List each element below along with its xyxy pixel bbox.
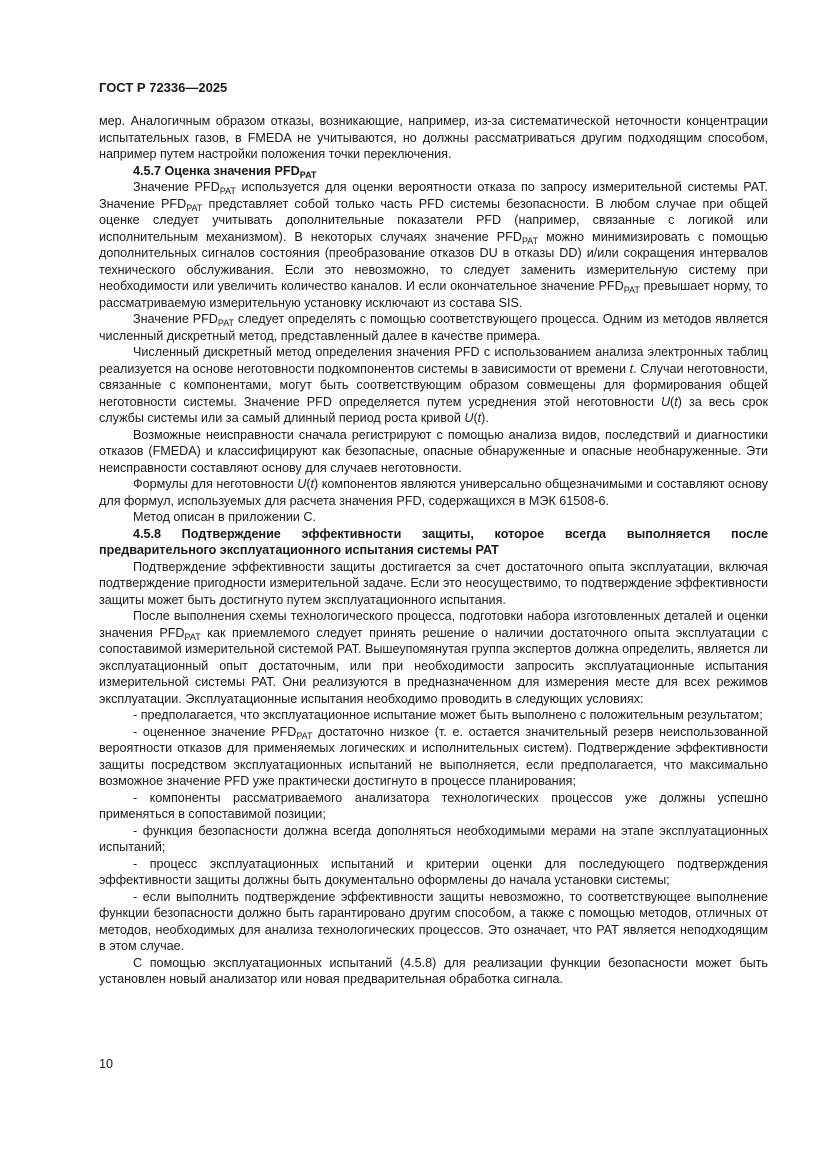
text-run: - оцененное значение PFD bbox=[133, 724, 297, 739]
text-run: 4.5.7 Оценка значения PFD bbox=[133, 163, 300, 178]
text-run: 4.5.8 Подтверждение эффективности защиты, которое всегда выполняется после предварительного эксплуатационного испытания системы PAT bbox=[99, 526, 768, 557]
body-paragraph bbox=[99, 311, 768, 344]
body-paragraph bbox=[99, 608, 768, 707]
text-run: Формулы для неготовности bbox=[133, 477, 298, 491]
subscript: PAT bbox=[219, 186, 236, 196]
text-run: как приемлемого следует принять решение о наличии достаточного опыта эксплуатации с сопоставимой измерительной системой PAT. Вышеупомянутая группа экспертов должна определить, является ли эксплуатационный опыт достаточным, или при необходимости запросить эксплуатационные испытания измерительной системы PAT. Они реализуются в предназначенном для измерения месте для всех режимов эксплуатации. Эксплуатационные испытания необходимо проводить в следующих условиях: bbox=[99, 625, 768, 706]
body-paragraph bbox=[99, 509, 768, 526]
section-heading bbox=[99, 526, 768, 559]
text-run: ) компонентов являются универсально общезначимыми и составляют основу для формул, используемых для расчета значения PFD, содержащихся в МЭК 61508-6. bbox=[99, 477, 768, 508]
subscript: PAT bbox=[299, 169, 317, 180]
italic-symbol: U bbox=[660, 394, 671, 409]
text-run: можно минимизировать с помощью дополнительных сигналов состояния (преобразование отказов DU в отказы DD) и/или сокращения интервалов технического обслуживания. Если это невозможно, то следует заменить измерительную систему при необходимости или увеличить количество каналов. И если окончательное значение PFD bbox=[99, 229, 768, 293]
section-heading bbox=[99, 163, 768, 180]
text-run: Значение PFD bbox=[133, 180, 220, 194]
text-run: - компоненты рассматриваемого анализатора технологических процессов уже должны успешно применяться в сопоставимой позиции; bbox=[99, 790, 768, 821]
text-run: ( bbox=[306, 477, 311, 491]
text-run: следует определять с помощью соответствующего процесса. Одним из методов является численный дискретный метод, представленный далее в качестве примера. bbox=[99, 312, 768, 343]
text-run: ). bbox=[481, 411, 489, 425]
italic-symbol: t bbox=[629, 361, 634, 376]
page-number: 10 bbox=[99, 1057, 114, 1071]
subscript: PAT bbox=[521, 235, 539, 246]
italic-symbol: U bbox=[297, 477, 307, 491]
subscript: PAT bbox=[217, 318, 235, 328]
text-run: - если выполнить подтверждение эффективности защиты невозможно, то соответствующее выполнение функции безопасности должно быть гарантировано другим способом, а также с помощью методов, отличных от методов, необходимых для анализа технологических процессов. Это означает, что PAT является неподходящим в этом случае. bbox=[99, 889, 768, 953]
italic-symbol: t bbox=[477, 411, 482, 425]
body-paragraph bbox=[99, 823, 768, 856]
subscript: PAT bbox=[296, 730, 313, 741]
text-run: ) за весь срок службы системы или за самый длинный период роста кривой bbox=[99, 394, 768, 425]
body-paragraph bbox=[99, 707, 768, 724]
text-run: Значение PFD bbox=[133, 312, 218, 326]
text-run: - функция безопасности должна всегда дополняться необходимыми мерами на этапе эксплуатационных испытаний; bbox=[99, 823, 768, 854]
text-run: ( bbox=[473, 411, 478, 425]
body-paragraph bbox=[99, 476, 768, 509]
text-run: После выполнения схемы технологического процесса, подготовки набора изготовленных деталей и оценки значения PFD bbox=[99, 609, 768, 640]
body-paragraph bbox=[99, 856, 768, 889]
subscript: PAT bbox=[623, 285, 640, 295]
body-paragraph bbox=[99, 559, 768, 609]
text-run: мер. Аналогичным образом отказы, возникающие, например, из-за систематической неточности концентрации испытательных газов, в FMEDA не учитываются, но должны рассматриваться другим подходящим способом, например путем настройки положения точки переключения. bbox=[99, 114, 768, 161]
document-header: ГОСТ Р 72336—2025 bbox=[99, 80, 228, 95]
italic-symbol: t bbox=[310, 477, 315, 491]
body-paragraph bbox=[99, 179, 768, 311]
text-run: Метод описан в приложении С. bbox=[133, 510, 316, 524]
text-run: Подтверждение эффективности защиты достигается за счет достаточного опыта эксплуатации, включая подтверждение пригодности измерительной задаче. Если это неосуществимо, то подтверждение эффективности защиты может быть достигнуто путем эксплуатационного испытания. bbox=[99, 559, 768, 607]
text-run: . Случаи неготовности, связанные с компонентами, могут быть соответствующим образом совмещены для формирования общей неготовности системы. Значение PFD определяется путем усреднения этой неготовности bbox=[99, 361, 768, 409]
document-body bbox=[99, 113, 768, 988]
text-run: превышает норму, то рассматриваемую измерительную установку исключают из состава SIS. bbox=[99, 279, 768, 310]
text-run: ( bbox=[670, 394, 675, 409]
body-paragraph bbox=[99, 790, 768, 823]
body-paragraph bbox=[99, 113, 768, 163]
body-paragraph bbox=[99, 955, 768, 988]
text-run: Возможные неисправности сначала регистрируют с помощью анализа видов, последствий и диагностики отказов (FMEDA) и классифицируют как безопасные, опасные обнаруженные и опасные необнаруженные. Эти неисправности составляют основу для случаев неготовности. bbox=[99, 427, 768, 475]
body-paragraph bbox=[99, 344, 768, 427]
text-run: достаточно низкое (т. е. остается значительный резерв неиспользованной вероятности отказов для применяемых логических и исполнительных систем). Подтверждение эффективности защиты посредством эксплуатационных испытаний не выполняется, если предполагается, что максимально возможное значение PFD уже практически достигнуто в процессе планирования; bbox=[99, 724, 768, 788]
text-run: С помощью эксплуатационных испытаний (4.5.8) для реализации функции безопасности может быть установлен новый анализатор или новая предварительная обработка сигнала. bbox=[99, 955, 768, 986]
text-run: представляет собой только часть PFD системы безопасности. В любом случае при общей оценке следует учитывать дополнительные показатели PFD (например, связанные с логикой или исполнительным механизмом). В некоторых случаях значение PFD bbox=[99, 196, 768, 244]
body-paragraph bbox=[99, 724, 768, 790]
text-run: используется для оценки вероятности отказа по запросу измерительной системы PAT. Значение PFD bbox=[99, 180, 768, 211]
italic-symbol: U bbox=[464, 411, 474, 425]
subscript: PAT bbox=[184, 631, 201, 642]
text-run: - предполагается, что эксплуатационное испытание может быть выполнено с положительным результатом; bbox=[133, 708, 763, 722]
text-run: Численный дискретный метод определения значения PFD с использованием анализа электронных таблиц реализуется на основе неготовности подкомпонентов системы в зависимости от времени bbox=[99, 345, 768, 376]
body-paragraph bbox=[99, 427, 768, 477]
subscript: PAT bbox=[186, 202, 203, 213]
italic-symbol: t bbox=[674, 394, 678, 409]
body-paragraph bbox=[99, 889, 768, 955]
text-run: - процесс эксплуатационных испытаний и критерии оценки для последующего подтверждения эффективности защиты должны быть документально оформлены до начала установки системы; bbox=[99, 856, 768, 887]
